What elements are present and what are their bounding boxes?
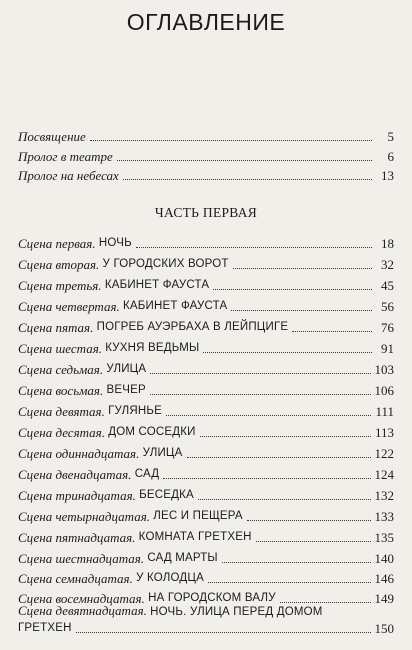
dot-leader bbox=[213, 288, 372, 290]
page-number: 13 bbox=[381, 168, 394, 183]
toc-entry-scene-last-line2[interactable] bbox=[18, 617, 394, 636]
scene-label: Сцена десятая. bbox=[18, 425, 105, 440]
scene-title: КУХНЯ ВЕДЬМЫ bbox=[105, 342, 200, 354]
page-number: 133 bbox=[374, 509, 394, 524]
toc-entry-scene[interactable] bbox=[18, 484, 394, 503]
scene-title: ПОГРЕБ АУЭРБАХА В ЛЕЙПЦИГЕ bbox=[96, 321, 289, 333]
scene-title: КАБИНЕТ ФАУСТА bbox=[122, 300, 228, 312]
scene-title: САД bbox=[134, 468, 160, 480]
scene-label: Сцена третья. bbox=[18, 278, 102, 293]
dot-leader bbox=[200, 435, 371, 437]
scene-label: Сцена девятая. bbox=[18, 404, 105, 419]
page-number: 18 bbox=[381, 236, 394, 251]
page-number: 91 bbox=[381, 341, 394, 356]
scene-label: Сцена одиннадцатая. bbox=[18, 446, 140, 461]
dot-leader bbox=[222, 561, 371, 563]
toc-entry-scene[interactable] bbox=[18, 442, 394, 461]
dot-leader bbox=[136, 246, 372, 248]
toc-entry-dedication[interactable] bbox=[18, 125, 394, 144]
page-number: 150 bbox=[374, 621, 394, 636]
entry-label: Пролог в театре bbox=[18, 149, 113, 164]
scene-title: САД МАРТЫ bbox=[147, 552, 218, 564]
scene-title: БЕСЕДКА bbox=[139, 489, 194, 501]
dot-leader bbox=[198, 498, 371, 500]
page-number: 149 bbox=[374, 591, 394, 606]
dot-leader bbox=[150, 372, 370, 374]
dot-leader bbox=[123, 178, 372, 180]
scene-label: Сцена шестнадцатая. bbox=[18, 551, 145, 566]
dot-leader bbox=[76, 631, 371, 633]
scene-title-line2: ГРЕТХЕН bbox=[18, 622, 72, 634]
dot-leader bbox=[247, 519, 371, 521]
page-number: 135 bbox=[374, 530, 394, 545]
scene-label: Сцена четвертая. bbox=[18, 299, 120, 314]
page-number: 113 bbox=[374, 425, 394, 440]
page-number: 32 bbox=[381, 257, 394, 272]
page-number: 124 bbox=[374, 467, 394, 482]
part-title: ЧАСТЬ ПЕРВАЯ bbox=[154, 205, 258, 220]
page-number: 76 bbox=[381, 320, 394, 335]
dot-leader bbox=[150, 393, 371, 395]
page-number: 6 bbox=[387, 149, 394, 164]
dot-leader bbox=[231, 309, 372, 311]
toc-entry-scene[interactable] bbox=[18, 274, 394, 293]
scene-title: ДОМ СОСЕДКИ bbox=[108, 426, 196, 438]
dot-leader bbox=[292, 330, 372, 332]
scene-label: Сцена первая. bbox=[18, 236, 96, 251]
page-number: 146 bbox=[374, 571, 394, 586]
toc-entry-scene[interactable] bbox=[18, 400, 394, 419]
toc-entry-scene[interactable] bbox=[18, 421, 394, 440]
scene-label: Сцена семнадцатая. bbox=[18, 571, 133, 586]
page-number: 132 bbox=[374, 488, 394, 503]
scene-title-line1: НОЧЬ. УЛИЦА ПЕРЕД ДОМОМ bbox=[150, 606, 323, 618]
scene-label: Сцена двенадцатая. bbox=[18, 467, 132, 482]
dot-leader bbox=[117, 159, 372, 161]
page-number: 45 bbox=[381, 278, 394, 293]
scene-title: ГУЛЯНЬЕ bbox=[108, 405, 163, 417]
toc-entry-scene[interactable] bbox=[18, 526, 394, 545]
scene-title: НОЧЬ bbox=[98, 237, 132, 249]
dot-leader bbox=[163, 477, 370, 479]
scene-title: ВЕЧЕР bbox=[106, 384, 146, 396]
dot-leader bbox=[203, 351, 372, 353]
scene-label: Сцена седьмая. bbox=[18, 362, 104, 377]
scene-title: КАБИНЕТ ФАУСТА bbox=[104, 279, 210, 291]
entry-label: Пролог на небесах bbox=[18, 168, 119, 183]
scene-label: Сцена четырнадцатая. bbox=[18, 509, 150, 524]
page-number: 140 bbox=[374, 551, 394, 566]
dot-leader bbox=[166, 414, 371, 416]
toc-entry-scene[interactable] bbox=[18, 253, 394, 272]
scene-title: УЛИЦА bbox=[106, 363, 147, 375]
toc-entry-scene[interactable] bbox=[18, 505, 394, 524]
scene-title: У КОЛОДЦА bbox=[136, 572, 204, 584]
toc-entry-scene[interactable] bbox=[18, 232, 394, 251]
scene-label: Сцена девятнадцатая. bbox=[18, 603, 147, 618]
entry-label: Посвящение bbox=[18, 129, 86, 144]
scene-title: НА ГОРОДСКОМ ВАЛУ bbox=[148, 592, 276, 604]
toc-entry-scene[interactable] bbox=[18, 316, 394, 335]
toc-entry-prologue-theatre[interactable] bbox=[18, 145, 394, 164]
scene-title: УЛИЦА bbox=[142, 447, 183, 459]
page-number: 122 bbox=[374, 446, 394, 461]
toc-entry-prologue-heaven[interactable] bbox=[18, 164, 394, 183]
page-title: ОГЛАВЛЕНИЕ bbox=[126, 9, 286, 35]
page-number: 5 bbox=[387, 129, 394, 144]
scene-label: Сцена пятнадцатая. bbox=[18, 530, 136, 545]
scene-title: КОМНАТА ГРЕТХЕН bbox=[138, 531, 252, 543]
dot-leader bbox=[187, 456, 371, 458]
page-number: 111 bbox=[375, 404, 394, 419]
dot-leader bbox=[90, 139, 372, 141]
toc-entry-scene[interactable] bbox=[18, 295, 394, 314]
toc-entry-scene[interactable] bbox=[18, 379, 394, 398]
toc-entry-scene[interactable] bbox=[18, 547, 394, 566]
dot-leader bbox=[208, 581, 371, 583]
dot-leader bbox=[233, 267, 372, 269]
toc-entry-scene[interactable] bbox=[18, 567, 394, 586]
dot-leader bbox=[256, 540, 371, 542]
scene-label: Сцена восемнадцатая. bbox=[18, 591, 145, 606]
toc-entry-scene[interactable] bbox=[18, 463, 394, 482]
scene-label: Сцена пятая. bbox=[18, 320, 94, 335]
scene-label: Сцена тринадцатая. bbox=[18, 488, 136, 503]
scene-label: Сцена вторая. bbox=[18, 257, 100, 272]
page-number: 106 bbox=[374, 383, 394, 398]
scene-title: ЛЕС И ПЕЩЕРА bbox=[153, 510, 243, 522]
scene-title: У ГОРОДСКИХ ВОРОТ bbox=[102, 258, 229, 270]
toc-entry-scene[interactable] bbox=[18, 358, 394, 377]
scene-label: Сцена шестая. bbox=[18, 341, 102, 356]
toc-entry-scene[interactable] bbox=[18, 337, 394, 356]
page-number: 56 bbox=[381, 299, 394, 314]
page-number: 103 bbox=[374, 362, 394, 377]
scene-label: Сцена восьмая. bbox=[18, 383, 104, 398]
